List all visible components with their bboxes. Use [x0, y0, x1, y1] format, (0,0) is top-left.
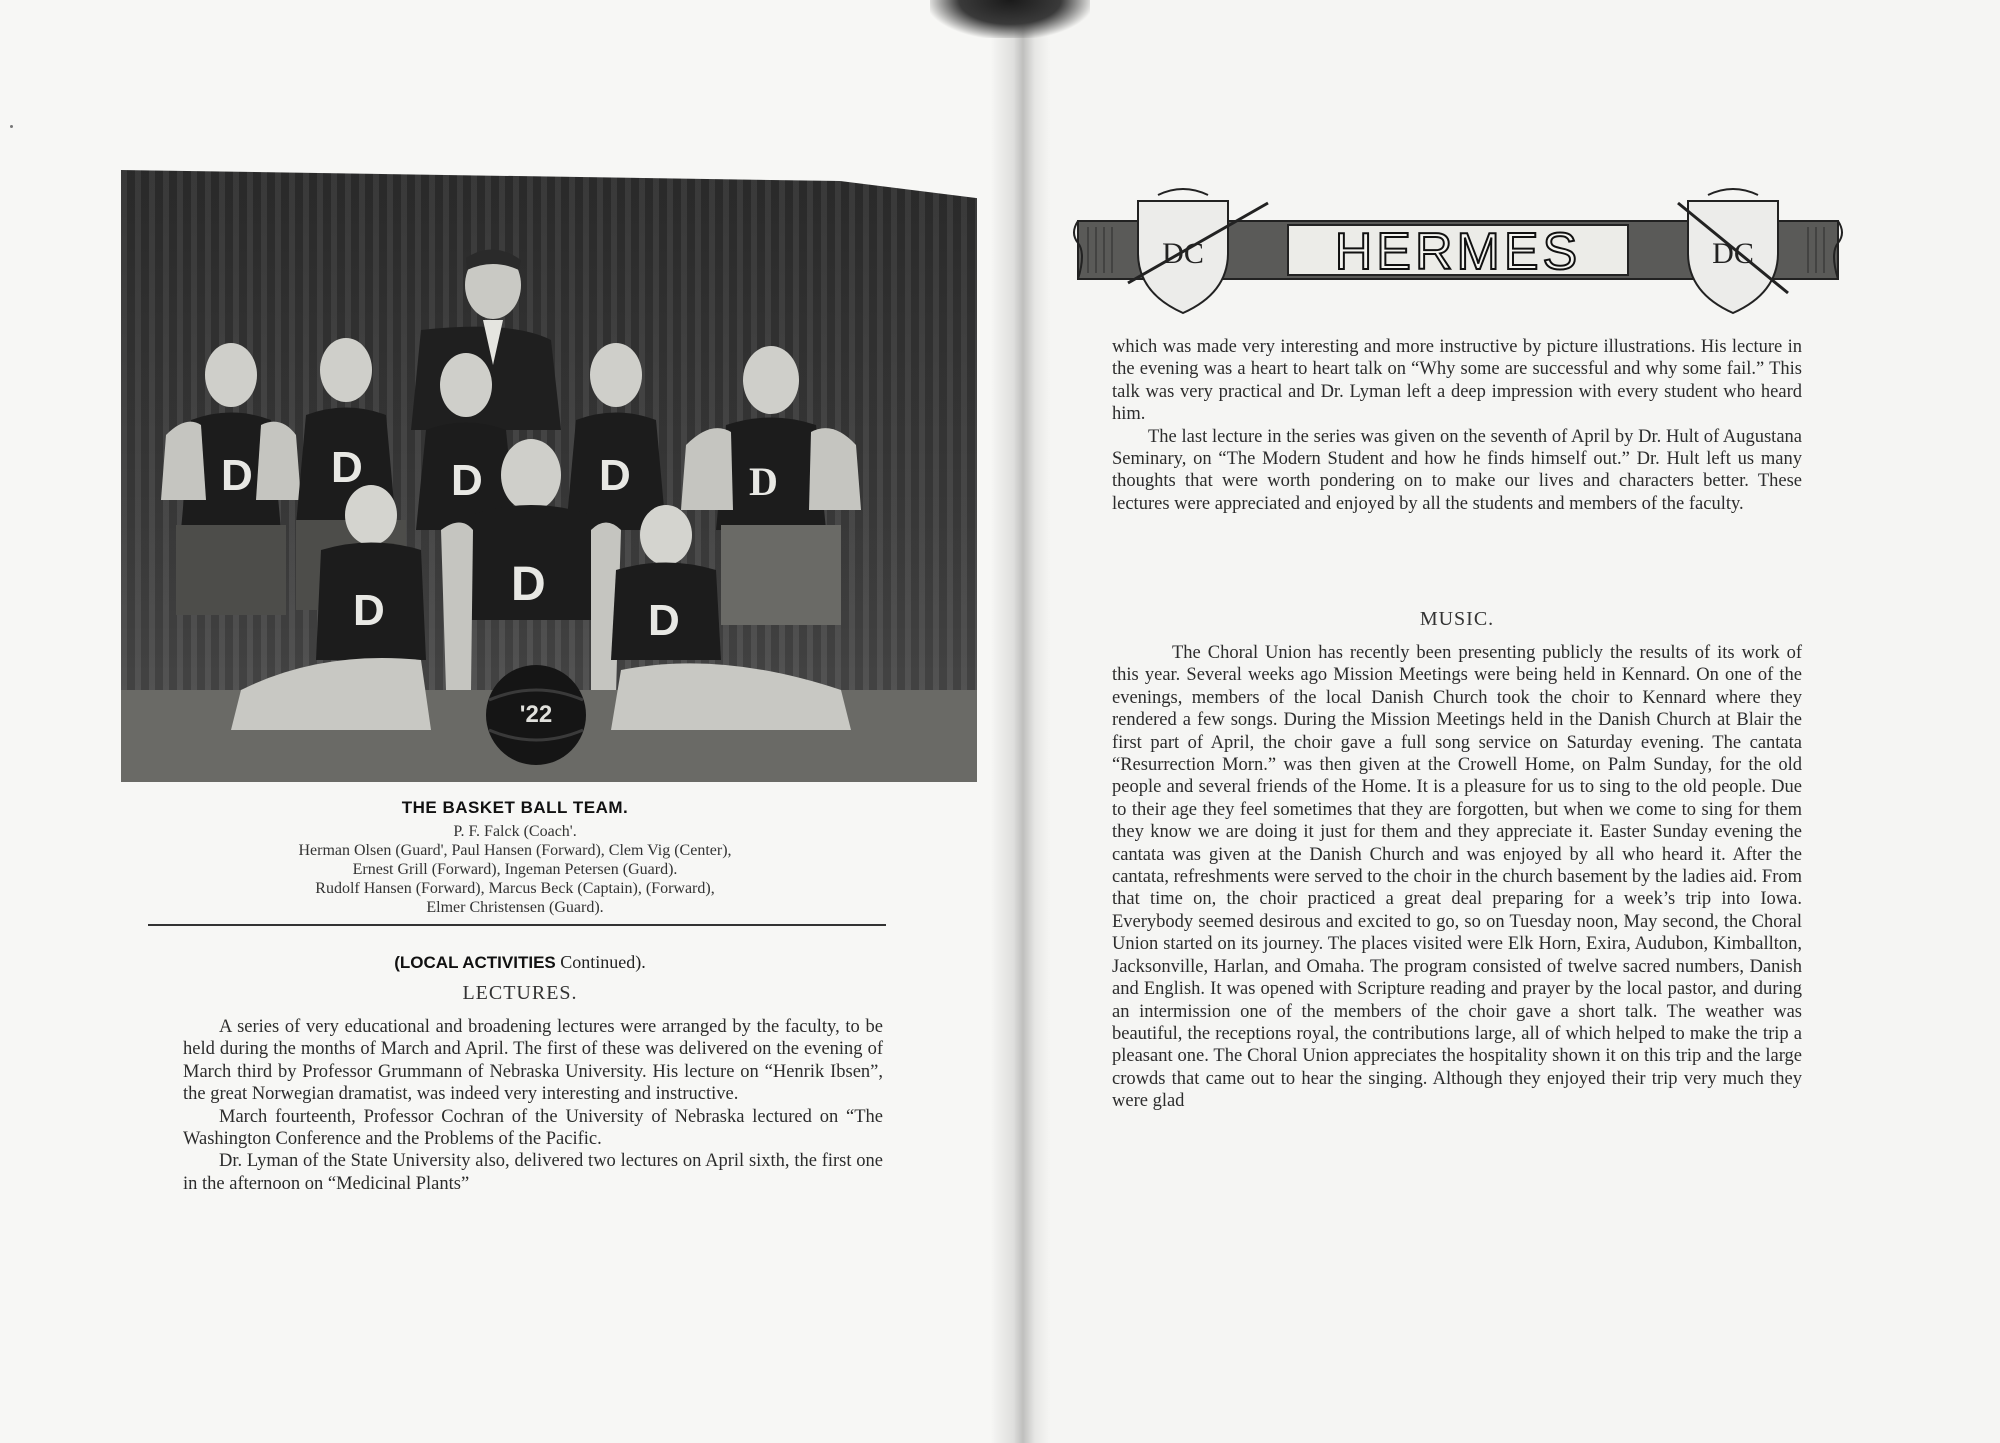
caption-players-line: Herman Olsen (Guard', Paul Hansen (Forward), Clem Vig (Center),	[298, 842, 732, 859]
right-page-paragraph: which was made very interesting and more instructive by picture illustrations. His lecture in the evening was a heart to heart talk on “Why some are successful and why some fail.” This talk was very practical and Dr. Lyman left a deep impression with every student who heard him.	[1112, 337, 1802, 425]
caption-players-line: Ernest Grill (Forward), Ingeman Petersen (Guard).	[352, 861, 678, 878]
lectures-body	[183, 1016, 883, 1195]
ball-label: '22	[519, 701, 553, 728]
caption-divider	[148, 924, 886, 926]
jersey-letter: D	[353, 586, 385, 635]
dust-speck	[10, 125, 13, 128]
music-body	[1112, 642, 1802, 1113]
left-shield-label: DC	[1162, 237, 1204, 270]
music-paragraph: The Choral Union has recently been presenting publicly the results of its work of this year. Several weeks ago Mission Meetings were being held in Kennard. On one of the evenings, members of the local Danish Church took the choir to Kennard where they rendered a few songs. During the Mission Meetings held in the Danish Church at Blair the first part of April, the choir gave a full song service on Saturday evening. The cantata “Resurrection Morn.” was then given at the Crowell Home, on Palm Sunday, for the old people and several friends of the Home. It is a pleasure for us to sing to the old people. Due to their age they feel sometimes that they are forgotten, but when we come to sing for them they know we are doing it just for them and they appreciate it. Easter Sunday evening the cantata was given at the Danish Church and was enjoyed by all who heard it. After the cantata, refreshments were served to the choir in the church basement by the ladies aid. From that time on, the choir practiced a great deal preparing for a week’s trip into Iowa. Everybody seemed desirous and excited to go, so on Tuesday noon, May second, the Choral Union started on its journey. The places visited were Elk Horn, Exira, Audubon, Kimballton, Jacksonville, Harlan, and Omaha. The program consisted of twelve sacred numbers, Danish and English. It was opened with Scripture reading and prayer by the local pastor, and during an intermission one of the members of the choir gave a short talk. The weather was beautiful, the receptions royal, the contributions large, all of which helped to make the trip a pleasant one. The Choral Union appreciates the hospitality shown it on this trip and the large crowds that came out to hear the singing. Although they enjoyed their trip very much they were glad	[1112, 643, 1802, 1112]
right-page-lectures-body	[1112, 336, 1802, 515]
right-shield-label: DC	[1712, 237, 1754, 270]
caption-players-line: Elmer Christensen (Guard).	[426, 899, 604, 916]
caption-coach-line: P. F. Falck (Coach'.	[453, 823, 577, 840]
jersey-letter: D	[599, 451, 631, 500]
caption-players-line: Rudolf Hansen (Forward), Marcus Beck (Captain), (Forward),	[315, 880, 715, 897]
team-photo-figures	[121, 170, 977, 782]
right-shield-emblem	[1678, 189, 1788, 313]
lectures-paragraph: Dr. Lyman of the State University also, delivered two lectures on April sixth, the first one in the afternoon on “Medicinal Plants”	[183, 1151, 883, 1194]
music-title: MUSIC.	[1419, 608, 1495, 630]
team-photo	[121, 170, 977, 782]
jersey-letter: D	[749, 459, 778, 504]
lectures-paragraph: A series of very educational and broadening lectures were arranged by the faculty, to be held during the months of March and April. The first of these was delivered on the evening of March third by Professor Grummann of Nebraska University. His lecture on “Henrik Ibsen”, the great Norwegian dramatist, was indeed very interesting and instructive.	[183, 1017, 883, 1105]
jersey-letter: D	[451, 456, 483, 505]
hermes-banner	[1068, 183, 1848, 318]
book-gutter	[990, 0, 1050, 1443]
jersey-letter: D	[648, 596, 680, 645]
local-activities-bold: (LOCAL ACTIVITIES	[394, 953, 556, 972]
local-activities-continued: Continued).	[555, 952, 646, 972]
photo-caption-title: THE BASKET BALL TEAM.	[401, 798, 629, 817]
lectures-paragraph: March fourteenth, Professor Cochran of the University of Nebraska lectured on “The Washington Conference and the Problems of the Pacific.	[183, 1106, 883, 1150]
binding-shadow	[930, 0, 1090, 38]
lectures-title: LECTURES.	[462, 982, 578, 1004]
right-page-paragraph: The last lecture in the series was given on the seventh of April by Dr. Hult of Augustana Seminary, on “The Modern Student and how he finds himself out.” Dr. Hult left us many thoughts that were worth pondering on to make our lives and characters better. These lectures were appreciated and enjoyed by all the students and members of the faculty.	[1112, 426, 1802, 514]
basketball	[486, 665, 586, 765]
jersey-letter: D	[331, 443, 363, 492]
jersey-letter: D	[511, 558, 546, 611]
jersey-letter: D	[221, 451, 253, 500]
banner-title: HERMES	[1334, 223, 1582, 281]
local-activities-heading	[160, 952, 880, 973]
